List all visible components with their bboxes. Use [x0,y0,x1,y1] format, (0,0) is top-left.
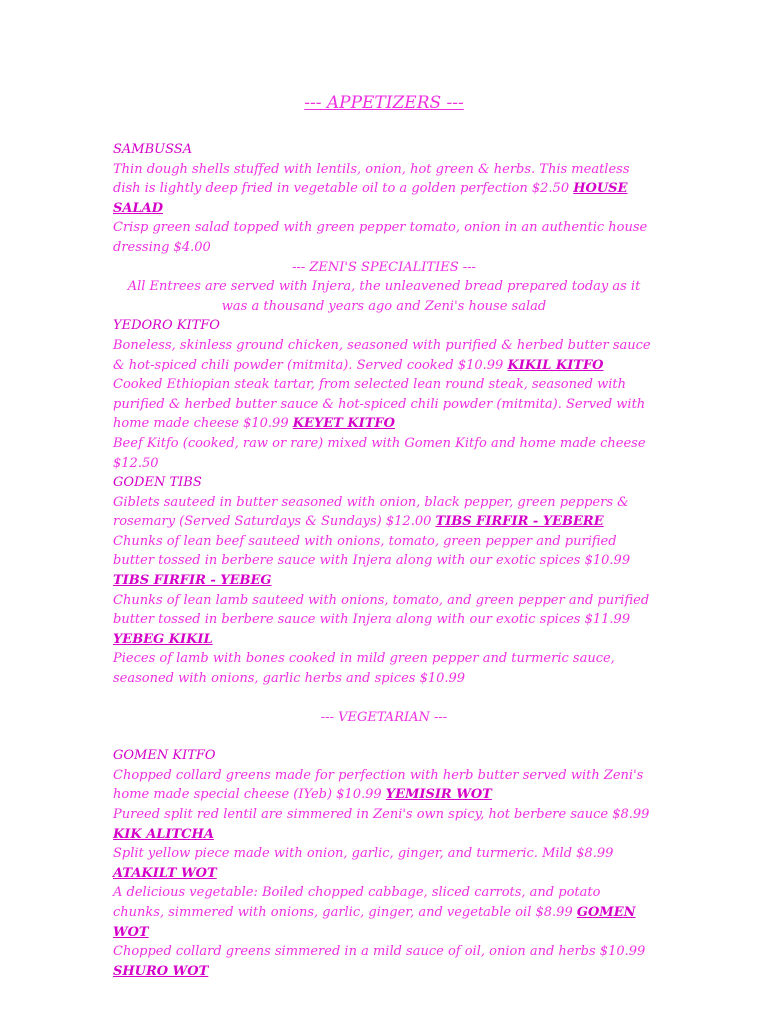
item-desc-tibs-firfir-yebeg: Chunks of lean lamb sauteed with onions, tomato, and green pepper and purified butter tossed in berbere sauce with Injera along with our exotic spices $11.99 [113,592,650,628]
item-name-gomen-kitfo: GOMEN KITFO [113,748,216,764]
item-name-atakilt-wot: ATAKILT WOT [113,865,217,881]
item-name-yebeg-kikil: YEBEG KIKIL [113,631,213,647]
item-desc-gomen-kitfo: Chopped collard greens made for perfection with herb butter served with Zeni's home made special cheese (IYeb) $10.99 [113,767,644,803]
item-name-goden-tibs: GODEN TIBS [113,475,202,491]
appetizers-title: --- APPETIZERS --- [304,93,464,113]
section-spacer [113,689,655,708]
section-spacer [113,727,655,746]
specialities-note: All Entrees are served with Injera, the unleavened bread prepared today as it was a thousand years ago and Zeni's house salad [127,279,641,314]
item-name-yedoro-kitfo: YEDORO KITFO [113,318,220,334]
item-desc-sambussa: Thin dough shells stuffed with lentils, onion, hot green & herbs. This meatless dish is lightly deep fried in vegetable oil to a golden perfection $2.50 [113,161,630,197]
item-desc-goden-tibs: Giblets sauteed in butter seasoned with onion, black pepper, green peppers & rosemary (Served Saturdays & Sundays) $12.00 [113,494,629,530]
item-desc-yedoro-kitfo: Boneless, skinless ground chicken, seasoned with purified & herbed butter sauce & hot-spiced chili powder (mitmita). Served cooked $10.99 [113,337,651,373]
item-desc-house-salad: Crisp green salad topped with green pepper tomato, onion in an authentic house dressing $4.00 [113,220,648,255]
appetizers-block [113,140,655,258]
item-name-sambussa: SAMBUSSA [113,142,193,157]
item-name-yemisir-wot: YEMISIR WOT [385,787,492,803]
item-desc-tibs-firfir-yebere: Chunks of lean beef sauteed with onions, tomato, green pepper and purified butter tossed in berbere sauce with Injera along with our exotic spices $10.99 [113,533,631,569]
item-name-gomen-wot: GOMEN WOT [113,904,636,940]
item-desc-yemisir-wot: Pureed split red lentil are simmered in Zeni's own spicy, hot berbere sauce $8.99 [113,807,650,822]
item-name-kik-alitcha: KIK ALITCHA [113,826,214,842]
item-name-tibs-firfir-yebere: TIBS FIRFIR - YEBERE [435,514,604,530]
item-name-keyet-kitfo: KEYET KITFO [292,416,395,432]
item-name-kikil-kitfo: KIKIL KITFO [507,357,604,373]
item-desc-kikil-kitfo: Cooked Ethiopian steak tartar, from selected lean round steak, seasoned with purified & herbed butter sauce & hot-spiced chili powder (mitmita). Served with home made cheese $10.99 [113,377,646,432]
item-name-house-salad: HOUSE SALAD [113,181,628,216]
item-desc-kik-alitcha: Split yellow piece made with onion, garlic, ginger, and turmeric. Mild $8.99 [113,846,614,862]
item-name-shuro-wot: SHURO WOT [113,963,209,979]
item-name-tibs-firfir-yebeg: TIBS FIRFIR - YEBEG [113,573,272,589]
item-desc-keyet-kitfo: Beef Kitfo (cooked, raw or rare) mixed with Gomen Kitfo and home made cheese $12.50 [113,435,646,471]
item-desc-gomen-wot: Chopped collard greens simmered in a mild sauce of oil, onion and herbs $10.99 [113,944,646,960]
item-desc-yebeg-kikil: Pieces of lamb with bones cooked in mild green pepper and turmeric sauce, seasoned with onions, garlic herbs and spices $10.99 [113,651,615,687]
vegetarian-block [113,746,655,981]
specialities-block [113,316,655,688]
vegetarian-title: --- VEGETARIAN --- [320,709,448,725]
specialities-title: --- ZENI'S SPECIALITIES --- [292,259,476,275]
item-desc-atakilt-wot: A delicious vegetable: Boiled chopped cabbage, sliced carrots, and potato chunks, simmered with onions, garlic, ginger, and vegetable oil $8.99 [113,885,601,920]
